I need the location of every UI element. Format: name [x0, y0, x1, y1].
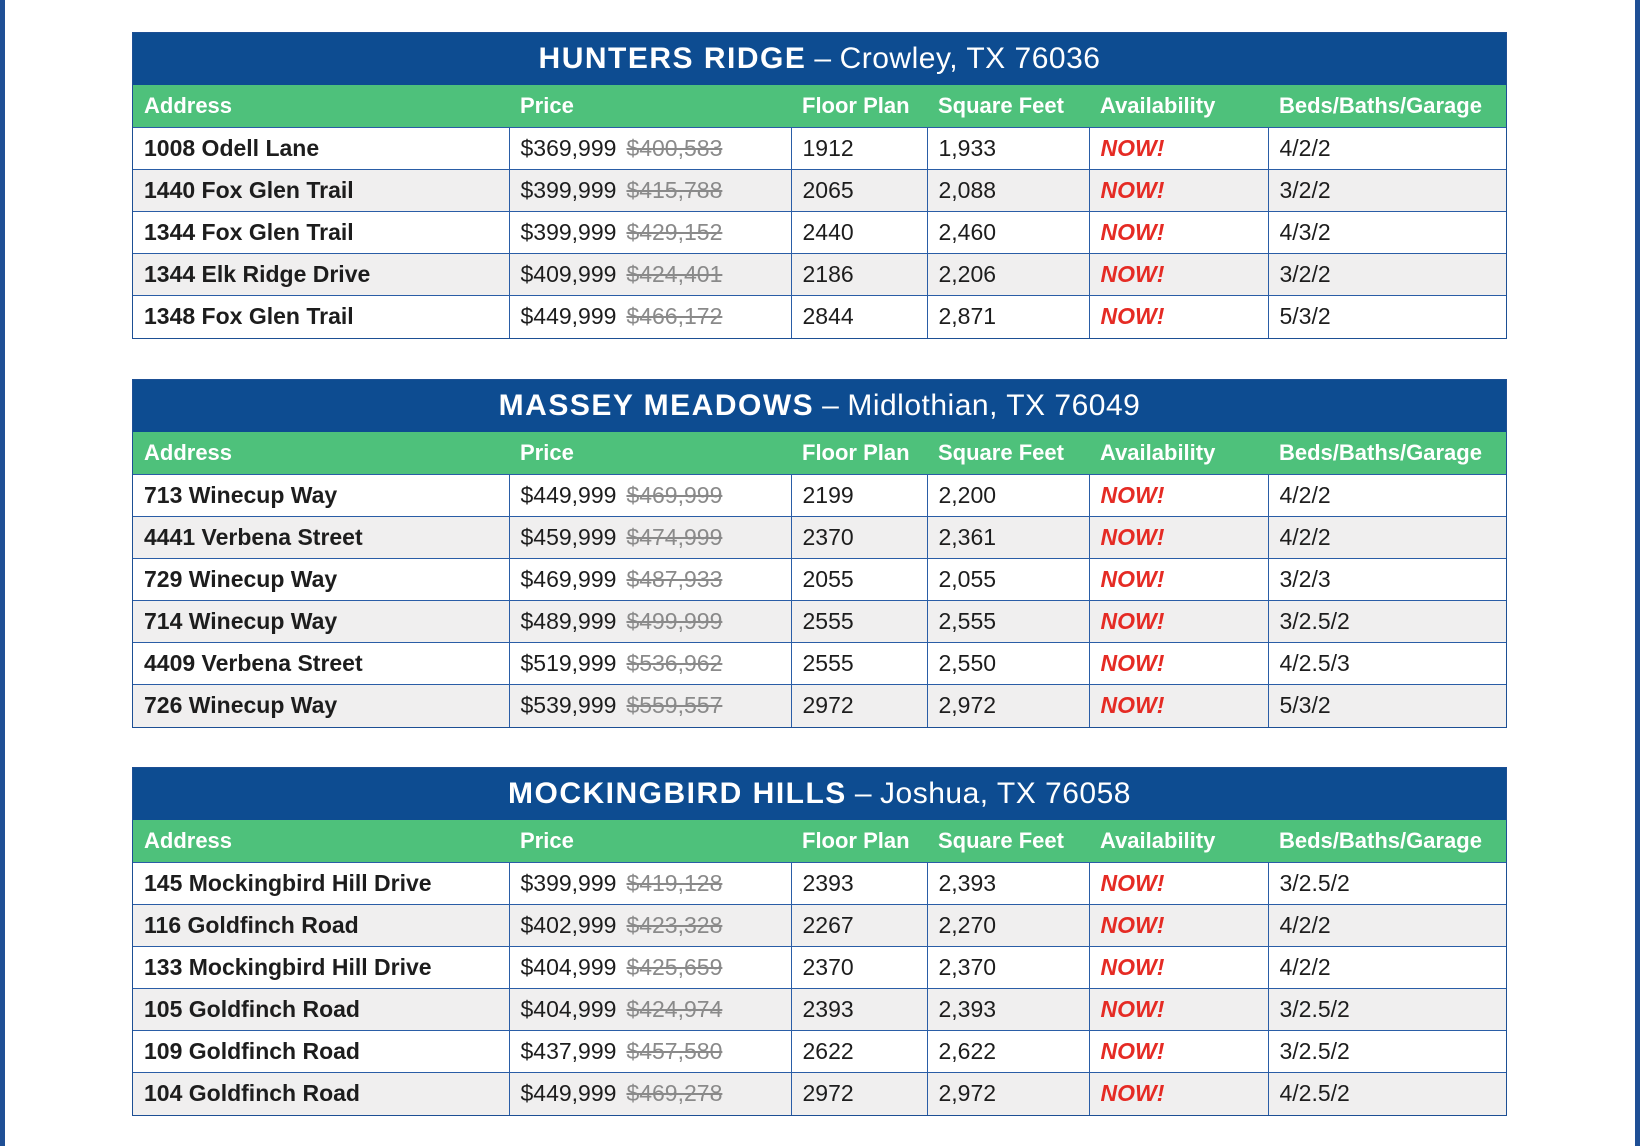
cell-floor-plan: 2199 [791, 475, 927, 517]
table-row [133, 559, 1506, 601]
cell-price [509, 559, 791, 601]
cell-floor-plan: 2267 [791, 905, 927, 947]
original-price: $466,172 [626, 303, 723, 330]
cell-availability: NOW! [1089, 475, 1268, 517]
community-name: HUNTERS RIDGE [538, 42, 807, 75]
table-row [133, 1073, 1506, 1115]
original-price: $423,328 [626, 912, 723, 938]
community-separator: – [814, 42, 832, 75]
cell-availability: NOW! [1089, 1073, 1268, 1115]
cell-square-feet: 2,055 [927, 559, 1089, 601]
cell-floor-plan: 2555 [791, 643, 927, 685]
cell-square-feet: 1,933 [927, 128, 1089, 170]
community-header [133, 380, 1506, 432]
cell-address: 145 Mockingbird Hill Drive [133, 863, 509, 905]
cell-price [509, 601, 791, 643]
column-header-price: Price [509, 432, 791, 475]
column-header-address: Address [133, 820, 509, 863]
cell-floor-plan: 2972 [791, 1073, 927, 1115]
community-mockingbird-hills [132, 767, 1507, 1116]
table-row [133, 254, 1506, 296]
listings-table [133, 85, 1506, 338]
column-header-address: Address [133, 432, 509, 475]
cell-address: 105 Goldfinch Road [133, 989, 509, 1031]
cell-availability: NOW! [1089, 559, 1268, 601]
cell-price [509, 254, 791, 296]
cell-availability: NOW! [1089, 296, 1268, 338]
page-border-right [1635, 0, 1640, 1146]
current-price: $399,999 [520, 870, 617, 896]
table-row [133, 1031, 1506, 1073]
cell-availability: NOW! [1089, 905, 1268, 947]
current-price: $449,999 [520, 1080, 617, 1107]
cell-availability: NOW! [1089, 254, 1268, 296]
original-price: $424,401 [626, 261, 723, 287]
cell-address: 726 Winecup Way [133, 685, 509, 727]
cell-availability: NOW! [1089, 517, 1268, 559]
cell-beds-baths-garage: 3/2.5/2 [1268, 1031, 1506, 1073]
cell-price [509, 1031, 791, 1073]
cell-availability: NOW! [1089, 170, 1268, 212]
table-row [133, 947, 1506, 989]
table-row [133, 685, 1506, 727]
table-row [133, 212, 1506, 254]
cell-price [509, 905, 791, 947]
cell-square-feet: 2,622 [927, 1031, 1089, 1073]
cell-beds-baths-garage: 3/2/3 [1268, 559, 1506, 601]
cell-floor-plan: 2370 [791, 517, 927, 559]
current-price: $402,999 [520, 912, 617, 938]
current-price: $399,999 [520, 219, 617, 245]
cell-price [509, 947, 791, 989]
cell-beds-baths-garage: 3/2/2 [1268, 254, 1506, 296]
table-header-row [133, 85, 1506, 128]
page-border-left [0, 0, 5, 1146]
original-price: $425,659 [626, 954, 723, 980]
column-header-beds-baths-garage: Beds/Baths/Garage [1268, 820, 1506, 863]
column-header-floor-plan: Floor Plan [791, 432, 927, 475]
cell-square-feet: 2,206 [927, 254, 1089, 296]
cell-price [509, 685, 791, 727]
cell-beds-baths-garage: 3/2.5/2 [1268, 989, 1506, 1031]
cell-availability: NOW! [1089, 989, 1268, 1031]
cell-price [509, 1073, 791, 1115]
table-row [133, 989, 1506, 1031]
cell-square-feet: 2,972 [927, 1073, 1089, 1115]
original-price: $499,999 [626, 608, 723, 634]
cell-square-feet: 2,393 [927, 989, 1089, 1031]
cell-floor-plan: 2844 [791, 296, 927, 338]
cell-address: 116 Goldfinch Road [133, 905, 509, 947]
community-name: MASSEY MEADOWS [498, 389, 815, 422]
cell-address: 104 Goldfinch Road [133, 1073, 509, 1115]
table-row [133, 601, 1506, 643]
cell-square-feet: 2,972 [927, 685, 1089, 727]
table-row [133, 296, 1506, 338]
current-price: $469,999 [520, 566, 617, 592]
cell-square-feet: 2,550 [927, 643, 1089, 685]
listings-table [133, 820, 1506, 1115]
cell-square-feet: 2,270 [927, 905, 1089, 947]
cell-beds-baths-garage: 4/2/2 [1268, 517, 1506, 559]
listings-table [133, 432, 1506, 727]
current-price: $519,999 [520, 650, 617, 676]
cell-floor-plan: 2370 [791, 947, 927, 989]
cell-beds-baths-garage: 4/2/2 [1268, 475, 1506, 517]
original-price: $469,999 [626, 482, 723, 508]
table-row [133, 170, 1506, 212]
cell-beds-baths-garage: 4/3/2 [1268, 212, 1506, 254]
original-price: $559,557 [626, 692, 723, 719]
column-header-square-feet: Square Feet [927, 820, 1089, 863]
cell-availability: NOW! [1089, 643, 1268, 685]
cell-address: 729 Winecup Way [133, 559, 509, 601]
cell-beds-baths-garage: 4/2.5/3 [1268, 643, 1506, 685]
current-price: $404,999 [520, 954, 617, 980]
table-header-row [133, 820, 1506, 863]
original-price: $400,583 [626, 135, 723, 161]
cell-price [509, 643, 791, 685]
cell-square-feet: 2,361 [927, 517, 1089, 559]
original-price: $415,788 [626, 177, 723, 203]
current-price: $399,999 [520, 177, 617, 203]
cell-beds-baths-garage: 4/2.5/2 [1268, 1073, 1506, 1115]
cell-beds-baths-garage: 4/2/2 [1268, 128, 1506, 170]
cell-floor-plan: 2393 [791, 989, 927, 1031]
table-row [133, 475, 1506, 517]
original-price: $469,278 [626, 1080, 723, 1107]
column-header-price: Price [509, 820, 791, 863]
cell-price [509, 989, 791, 1031]
community-header [133, 33, 1506, 85]
cell-floor-plan: 2972 [791, 685, 927, 727]
community-location: Crowley, TX 76036 [839, 42, 1101, 75]
cell-address: 4409 Verbena Street [133, 643, 509, 685]
cell-availability: NOW! [1089, 947, 1268, 989]
cell-address: 1440 Fox Glen Trail [133, 170, 509, 212]
column-header-floor-plan: Floor Plan [791, 85, 927, 128]
column-header-beds-baths-garage: Beds/Baths/Garage [1268, 85, 1506, 128]
cell-floor-plan: 2065 [791, 170, 927, 212]
original-price: $487,933 [626, 566, 723, 592]
community-name: MOCKINGBIRD HILLS [508, 777, 847, 810]
column-header-availability: Availability [1089, 820, 1268, 863]
cell-availability: NOW! [1089, 212, 1268, 254]
cell-square-feet: 2,200 [927, 475, 1089, 517]
cell-floor-plan: 2440 [791, 212, 927, 254]
cell-price [509, 170, 791, 212]
current-price: $409,999 [520, 261, 617, 287]
table-row [133, 517, 1506, 559]
cell-square-feet: 2,460 [927, 212, 1089, 254]
cell-availability: NOW! [1089, 128, 1268, 170]
current-price: $449,999 [520, 303, 617, 330]
cell-floor-plan: 1912 [791, 128, 927, 170]
column-header-availability: Availability [1089, 85, 1268, 128]
current-price: $449,999 [520, 482, 617, 508]
cell-availability: NOW! [1089, 1031, 1268, 1073]
column-header-square-feet: Square Feet [927, 432, 1089, 475]
cell-square-feet: 2,871 [927, 296, 1089, 338]
cell-square-feet: 2,393 [927, 863, 1089, 905]
column-header-floor-plan: Floor Plan [791, 820, 927, 863]
cell-address: 1344 Fox Glen Trail [133, 212, 509, 254]
cell-price [509, 128, 791, 170]
table-row [133, 643, 1506, 685]
cell-beds-baths-garage: 3/2.5/2 [1268, 863, 1506, 905]
original-price: $424,974 [626, 996, 723, 1022]
community-separator: – [854, 777, 873, 810]
cell-address: 1348 Fox Glen Trail [133, 296, 509, 338]
cell-address: 1008 Odell Lane [133, 128, 509, 170]
community-hunters-ridge [132, 32, 1507, 339]
table-row [133, 128, 1506, 170]
column-header-beds-baths-garage: Beds/Baths/Garage [1268, 432, 1506, 475]
cell-address: 714 Winecup Way [133, 601, 509, 643]
community-location: Midlothian, TX 76049 [847, 389, 1141, 422]
cell-availability: NOW! [1089, 863, 1268, 905]
current-price: $459,999 [520, 524, 617, 550]
column-header-address: Address [133, 85, 509, 128]
cell-floor-plan: 2555 [791, 601, 927, 643]
cell-price [509, 475, 791, 517]
cell-floor-plan: 2393 [791, 863, 927, 905]
column-header-price: Price [509, 85, 791, 128]
cell-beds-baths-garage: 3/2/2 [1268, 170, 1506, 212]
cell-price [509, 296, 791, 338]
cell-square-feet: 2,555 [927, 601, 1089, 643]
cell-square-feet: 2,370 [927, 947, 1089, 989]
cell-price [509, 863, 791, 905]
cell-beds-baths-garage: 4/2/2 [1268, 905, 1506, 947]
cell-floor-plan: 2186 [791, 254, 927, 296]
cell-price [509, 212, 791, 254]
table-header-row [133, 432, 1506, 475]
cell-beds-baths-garage: 5/3/2 [1268, 685, 1506, 727]
cell-price [509, 517, 791, 559]
current-price: $489,999 [520, 608, 617, 634]
community-location: Joshua, TX 76058 [880, 777, 1131, 810]
cell-beds-baths-garage: 5/3/2 [1268, 296, 1506, 338]
cell-address: 713 Winecup Way [133, 475, 509, 517]
cell-availability: NOW! [1089, 685, 1268, 727]
cell-address: 4441 Verbena Street [133, 517, 509, 559]
cell-availability: NOW! [1089, 601, 1268, 643]
original-price: $536,962 [626, 650, 723, 676]
column-header-square-feet: Square Feet [927, 85, 1089, 128]
cell-beds-baths-garage: 4/2/2 [1268, 947, 1506, 989]
cell-address: 109 Goldfinch Road [133, 1031, 509, 1073]
community-header [133, 768, 1506, 820]
original-price: $457,580 [626, 1038, 723, 1064]
original-price: $429,152 [626, 219, 723, 245]
original-price: $419,128 [626, 870, 723, 896]
current-price: $539,999 [520, 692, 617, 719]
original-price: $474,999 [626, 524, 723, 550]
current-price: $404,999 [520, 996, 617, 1022]
cell-address: 133 Mockingbird Hill Drive [133, 947, 509, 989]
current-price: $369,999 [520, 135, 617, 161]
community-massey-meadows [132, 379, 1507, 728]
community-separator: – [822, 389, 840, 422]
cell-address: 1344 Elk Ridge Drive [133, 254, 509, 296]
table-row [133, 863, 1506, 905]
cell-floor-plan: 2622 [791, 1031, 927, 1073]
cell-floor-plan: 2055 [791, 559, 927, 601]
column-header-availability: Availability [1089, 432, 1268, 475]
cell-square-feet: 2,088 [927, 170, 1089, 212]
cell-beds-baths-garage: 3/2.5/2 [1268, 601, 1506, 643]
table-row [133, 905, 1506, 947]
current-price: $437,999 [520, 1038, 617, 1064]
